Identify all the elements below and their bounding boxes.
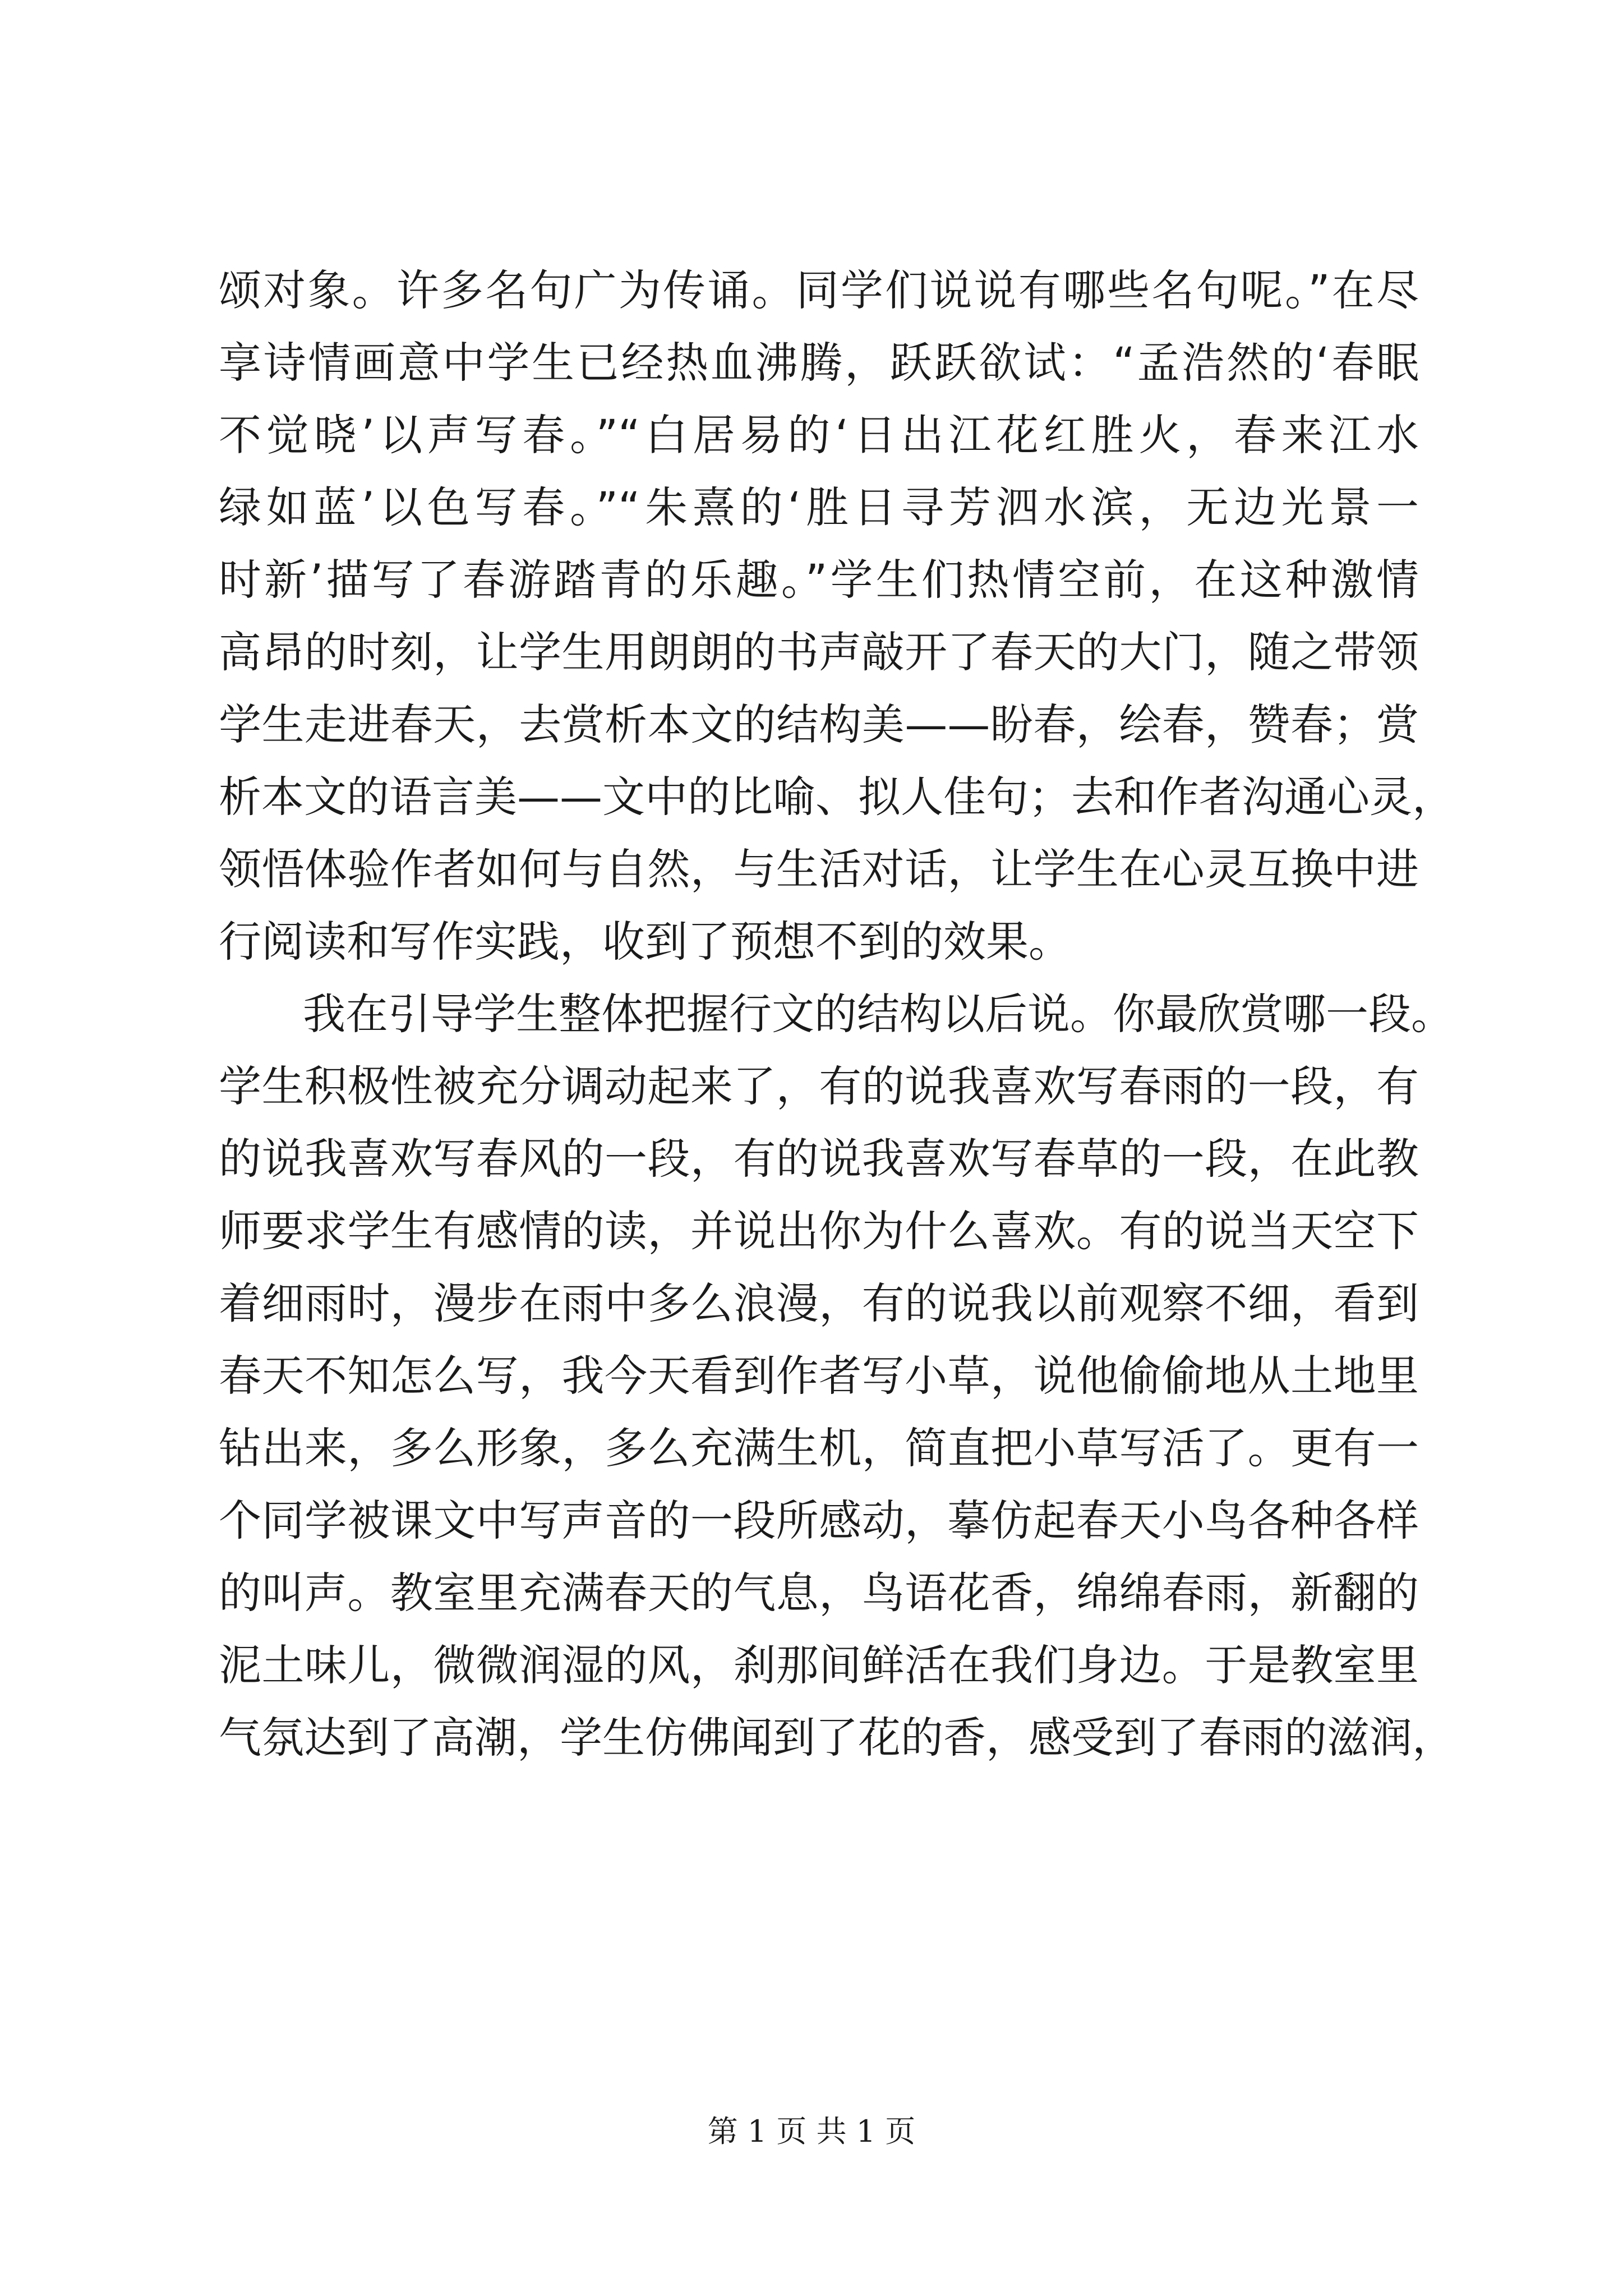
paragraph-1-line-1: 颂对象。许多名句广为传诵。同学们说说有哪些名句呢。”在尽 [219,265,1419,315]
page-footer [0,2109,1623,2154]
paragraph-1-line-4: 绿如蓝’以色写春。”“朱熹的‘胜日寻芳泗水滨，无边光景一 [219,482,1419,532]
paragraph-1-line-6: 高昂的时刻，让学生用朗朗的书声敲开了春天的大门，随之带领 [219,627,1419,677]
paragraph-1-line-5: 时新’描写了春游踏青的乐趣。”学生们热情空前，在这种激情 [219,555,1419,605]
paragraph-1-line-3: 不觉晓’以声写春。”“白居易的‘日出江花红胜火，春来江水 [219,410,1419,460]
page-number-label: 第 1 页 共 1 页 [707,2114,916,2149]
paragraph-2-line-9: 的叫声。教室里充满春天的气息，鸟语花香，绵绵春雨，新翻的 [219,1568,1419,1618]
paragraph-1-line-2: 享诗情画意中学生已经热血沸腾，跃跃欲试：“孟浩然的‘春眠 [219,338,1419,388]
paragraph-1-line-8: 析本文的语言美——文中的比喻、拟人佳句；去和作者沟通心灵， [219,772,1455,822]
paragraph-2-line-5: 着细雨时，漫步在雨中多么浪漫，有的说我以前观察不细，看到 [219,1278,1419,1328]
paragraph-2-line-7: 钻出来，多么形象，多么充满生机，简直把小草写活了。更有一 [219,1423,1419,1473]
paragraph-2-line-6: 春天不知怎么写，我今天看到作者写小草，说他偷偷地从土地里 [219,1351,1419,1401]
paragraph-1-line-10: 行阅读和写作实践，收到了预想不到的效果。 [219,917,1071,967]
paragraph-2-line-1: 我在引导学生整体把握行文的结构以后说。你最欣赏哪一段。 [303,989,1454,1039]
paragraph-2-line-3: 的说我喜欢写春风的一段，有的说我喜欢写春草的一段，在此教 [219,1134,1419,1184]
paragraph-2-line-11: 气氛达到了高潮，学生仿佛闻到了花的香，感受到了春雨的滋润， [219,1713,1455,1763]
paragraph-2-line-10: 泥土味儿，微微润湿的风，刹那间鲜活在我们身边。于是教室里 [219,1640,1419,1690]
paragraph-2-line-8: 个同学被课文中写声音的一段所感动，摹仿起春天小鸟各种各样 [219,1496,1419,1545]
paragraph-2-line-2: 学生积极性被充分调动起来了，有的说我喜欢写春雨的一段，有 [219,1061,1419,1111]
paragraph-1-line-9: 领悟体验作者如何与自然，与生活对话，让学生在心灵互换中进 [219,844,1419,894]
paragraph-2-line-4: 师要求学生有感情的读，并说出你为什么喜欢。有的说当天空下 [219,1206,1419,1256]
paragraph-1-line-7: 学生走进春天，去赏析本文的结构美——盼春，绘春，赞春；赏 [219,700,1419,749]
